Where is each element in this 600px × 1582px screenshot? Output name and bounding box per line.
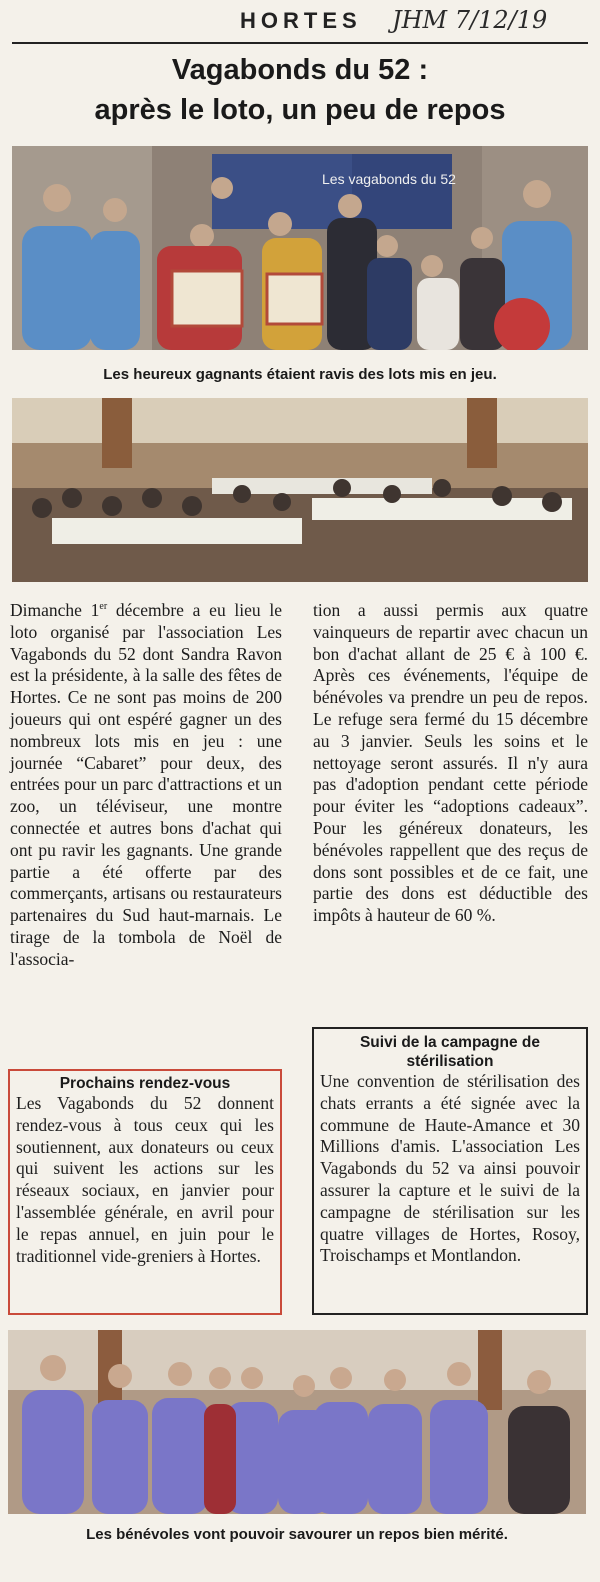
- photo-winners-illustration: [12, 146, 588, 350]
- body-left-text: eu lieu le loto organisé par l'association Les Vagabonds du 52 dont Sandra Ravon est la présidente, à la salle des fêtes de Hortes. Ce ne sont pas moins de 200 joueurs qui ont espéré gagner un des nombreux lots mis en jeu : une journée “Cabaret” pour deux, des entrées pour un parc d'attractions et un zoo, un téléviseur, une montre connectée et autres bons d'achat qui ont pu ravir les gagnants. Une grande partie a été offerte par des commerçants, artisans ou restaurateurs partenaires du Sud haut-marnais. Le tirage de la tombola de Noël de l'associa-: [10, 600, 283, 969]
- photo-hall-illustration: [12, 398, 588, 582]
- photo-winners: [12, 146, 588, 350]
- box-sterilisation-title: Suivi de la campagne de stérilisation: [359, 1034, 541, 1070]
- photo-volunteers-caption: Les bénévoles vont pouvoir savourer un repos bien mérité.: [86, 1526, 508, 1543]
- body-left-sup: er: [99, 601, 108, 613]
- article-body-left: [10, 600, 282, 971]
- page-header: [12, 4, 588, 44]
- section-name: HORTES: [240, 8, 362, 33]
- box-rendezvous-title: Prochains rendez-vous: [59, 1075, 231, 1092]
- box-sterilisation-text: Une convention de stérilisation des chats errants a été signée avec la commune de Haute-Amance et 30 Millions d'amis. L'association Les Vagabonds du 52 va ainsi pouvoir assurer la capture et le suivi de la campagne de stérilisation sur les quatre villages de Hortes, Rosoy, Troischamps et Montlandon.: [320, 1071, 580, 1266]
- photo-hall: [12, 398, 588, 582]
- photo-volunteers-illustration: [8, 1330, 586, 1514]
- body-left-paragraph: [10, 600, 282, 971]
- article-body-right: [313, 600, 588, 927]
- banner-text: Les vagabonds du 52: [322, 171, 456, 187]
- article-title: [10, 50, 590, 130]
- body-left-start: Dimanche 1: [10, 600, 100, 620]
- box-rendezvous: [8, 1069, 282, 1315]
- title-line-2: après le loto, un peu de repos: [94, 94, 506, 126]
- title-line-1: Vagabonds du 52 :: [171, 54, 429, 86]
- body-right-paragraph: tion a aussi permis aux quatre vainqueurs de repartir avec chacun un bon d'achat allant de 25 € à 100 €. Après ces événements, l'équipe de bénévoles va prendre un peu de repos. Le refuge sera fermé du 15 décembre au 3 janvier. Seuls les soins et le nettoyage seront assurés. Il n'y aura pas d'adoption pendant cette période pour éviter les “adoptions cadeaux”. Pour les généreux donateurs, les bénévoles rappellent que des reçus de dons sont possibles et de ce fait, une partie des dons est déductible des impôts à hauteur de 60 %.: [313, 600, 588, 926]
- body-left-after-sup: décembre a: [107, 600, 201, 620]
- handwritten-note: JHM 7/12/19: [392, 6, 548, 34]
- box-sterilisation: [312, 1027, 588, 1315]
- box-rendezvous-text: Les Vagabonds du 52 donnent rendez-vous à tous ceux qui les soutiennent, aux donateurs ou ceux qui suivent les actions sur les réseaux sociaux, en janvier pour l'assemblée générale, en avril pour le repas annuel, en juin pour le traditionnel vide-greniers à Hortes.: [16, 1093, 274, 1266]
- photo-winners-caption: Les heureux gagnants étaient ravis des lots mis en jeu.: [103, 366, 497, 383]
- photo-volunteers: [8, 1330, 586, 1514]
